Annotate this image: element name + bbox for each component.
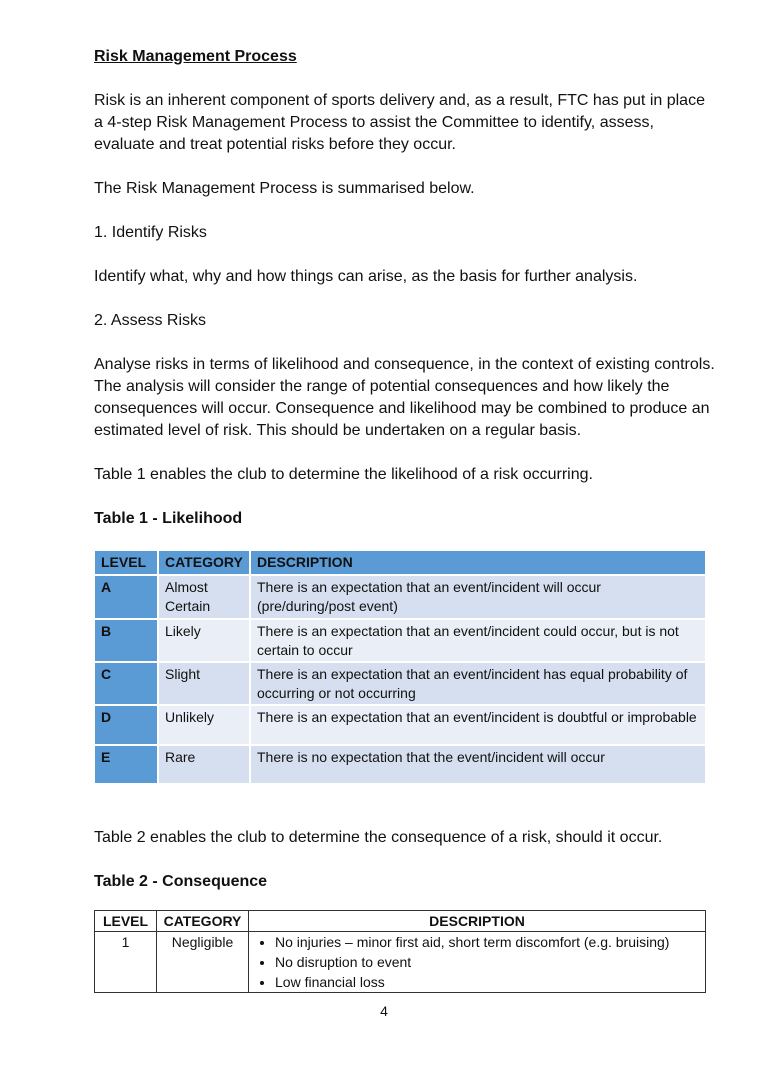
table1-intro: Table 1 enables the club to determine the likelihood of a risk occurring. [94, 466, 593, 483]
table-header-row [95, 551, 705, 574]
header-level: LEVEL [95, 551, 157, 574]
row-description: There is no expectation that the event/incident will occur [251, 746, 705, 783]
step1-text: Identify what, why and how things can arise, as the basis for further analysis. [94, 268, 638, 285]
table-row [95, 706, 705, 744]
intro-paragraph: Risk is an inherent component of sports delivery and, as a result, FTC has put in place a 4-step Risk Management Process to assist the Committee to identify, assess, evaluate and treat potential risks before they occur. [94, 92, 705, 153]
row-category: Likely [159, 620, 249, 661]
row-category: Almost Certain [159, 576, 249, 618]
row-description: There is an expectation that an event/incident is doubtful or improbable [251, 706, 705, 744]
row-description: There is an expectation that an event/incident could occur, but is not certain to occur [251, 620, 705, 661]
table-row [95, 620, 705, 661]
table-row [95, 663, 705, 704]
header-description: DESCRIPTION [249, 911, 706, 932]
summary-paragraph: The Risk Management Process is summarised below. [94, 180, 475, 197]
page-number: 4 [380, 1003, 388, 1019]
row-description [249, 932, 706, 993]
table-header-row [95, 911, 706, 932]
table-row [95, 576, 705, 618]
list-item: • No disruption to event [275, 952, 701, 972]
step1-title: 1. Identify Risks [94, 224, 207, 241]
row-level: A [95, 576, 157, 618]
header-level: LEVEL [95, 911, 157, 932]
row-description: There is an expectation that an event/incident will occur (pre/during/post event) [251, 576, 705, 618]
description-bullet-list [253, 932, 701, 992]
row-level: E [95, 746, 157, 783]
row-level: D [95, 706, 157, 744]
row-level: B [95, 620, 157, 661]
table2-title: Table 2 - Consequence [94, 873, 268, 890]
row-category: Negligible [157, 932, 249, 993]
table1-title: Table 1 - Likelihood [94, 510, 243, 527]
row-description: There is an expectation that an event/incident has equal probability of occurring or not occurring [251, 663, 705, 704]
table2-intro: Table 2 enables the club to determine the consequence of a risk, should it occur. [94, 829, 663, 846]
table-row [95, 932, 706, 993]
header-description: DESCRIPTION [251, 551, 705, 574]
table-row [95, 746, 705, 783]
header-category: CATEGORY [159, 551, 249, 574]
page-heading: Risk Management Process [94, 48, 297, 65]
header-category: CATEGORY [157, 911, 249, 932]
row-level: 1 [95, 932, 157, 993]
step2-title: 2. Assess Risks [94, 312, 207, 329]
row-category: Slight [159, 663, 249, 704]
row-category: Rare [159, 746, 249, 783]
list-item: • Low financial loss [275, 972, 701, 992]
row-level: C [95, 663, 157, 704]
document-page [94, 46, 716, 993]
step2-text: Analyse risks in terms of likelihood and consequence, in the context of existing controls. The analysis will consider the range of potential consequences and how likely the consequences will occur. Consequence and likelihood may be combined to produce an estimated level of risk. This should be undertaken on a regular basis. [94, 356, 715, 439]
row-category: Unlikely [159, 706, 249, 744]
likelihood-table [93, 549, 707, 785]
consequence-table [94, 910, 706, 993]
list-item: • No injuries – minor first aid, short term discomfort (e.g. bruising) [275, 932, 701, 952]
